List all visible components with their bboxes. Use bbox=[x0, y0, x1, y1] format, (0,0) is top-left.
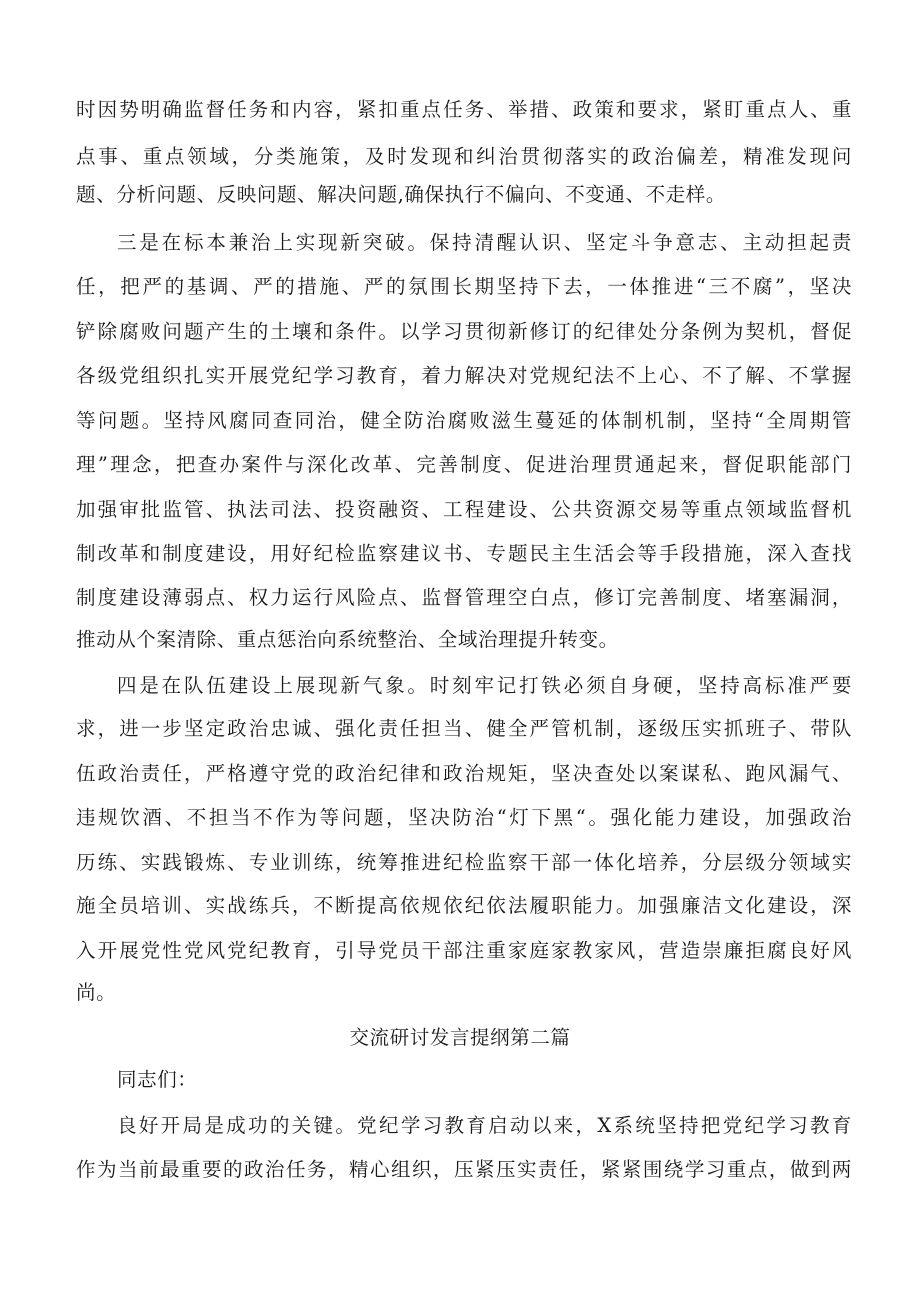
body-text-line: 四是在队伍建设上展现新气象。时刻牢记打铁必须自身硬，坚持高标准严要 bbox=[117, 674, 852, 697]
body-text-line: 各级党组织扎实开展党纪学习教育，着力解决对党规纪法不上心、不了解、不掌握 bbox=[76, 364, 852, 387]
body-text-line: 作为当前最重要的政治任务，精心组织，压紧压实责任，紧紧围绕学习重点，做到两 bbox=[76, 1158, 852, 1181]
body-text-line: 尚。 bbox=[76, 981, 117, 1004]
body-text-line: 施全员培训、实战练兵，不断提高依规依纪依法履职能力。加强廉洁文化建设，深 bbox=[76, 894, 852, 917]
body-text-line: 等问题。坚持风腐同查同治，健全防治腐败滋生蔓延的体制机制，坚持“全周期管 bbox=[76, 409, 852, 432]
body-text-line: 点事、重点领域，分类施策，及时发现和纠治贯彻落实的政治偏差，精准发现问 bbox=[76, 145, 852, 168]
salutation: 同志们： bbox=[117, 1068, 198, 1091]
body-text-line: 三是在标本兼治上实现新突破。保持清醒认识、坚定斗争意志、主动担起责 bbox=[117, 231, 852, 254]
body-text-line: 制度建设薄弱点、权力运行风险点、监督管理空白点，修订完善制度、堵塞漏洞， bbox=[76, 586, 852, 609]
body-text-line: 伍政治责任，严格遵守党的政治纪律和政治规矩，坚决查处以案谋私、跑风漏气、 bbox=[76, 762, 852, 785]
section-heading: 交流研讨发言提纲第二篇 bbox=[349, 1026, 571, 1049]
body-text-line: 推动从个案清除、重点惩治向系统整治、全域治理提升转变。 bbox=[76, 628, 619, 651]
body-text-line: 历练、实践锻炼、专业训练，统筹推进纪检监察干部一体化培养，分层级分领域实 bbox=[76, 851, 852, 874]
body-text-line: 铲除腐败问题产生的土壤和条件。以学习贯彻新修订的纪律处分条例为契机，督促 bbox=[76, 320, 852, 343]
body-text-line: 违规饮酒、不担当不作为等问题，坚决防治“灯下黑“。强化能力建设，加强政治 bbox=[76, 806, 852, 829]
body-text-line: 制改革和制度建设，用好纪检监察建议书、专题民主生活会等手段措施，深入查找 bbox=[76, 542, 852, 565]
body-text-line: 时因势明确监督任务和内容，紧扣重点任务、举措、政策和要求，紧盯重点人、重 bbox=[76, 98, 852, 121]
body-text-line: 良好开局是成功的关键。党纪学习教育启动以来，X系统坚持把党纪学习教育 bbox=[117, 1114, 852, 1137]
body-text-line: 理”理念，把查办案件与深化改革、完善制度、促进治理贯通起来，督促职能部门 bbox=[76, 453, 852, 476]
body-text-line: 加强审批监管、执法司法、投资融资、工程建设、公共资源交易等重点领域监督机 bbox=[76, 498, 852, 521]
body-text-line: 题、分析问题、反映问题、解决问题,确保执行不偏向、不变通、不走样。 bbox=[76, 183, 726, 206]
body-text-line: 入开展党性党风党纪教育，引导党员干部注重家庭家教家风，营造崇廉拒腐良好风 bbox=[76, 939, 852, 962]
body-text-line: 任，把严的基调、严的措施、严的氛围长期坚持下去，一体推进“三不腐”，坚决 bbox=[76, 275, 852, 298]
body-text-line: 求，进一步坚定政治忠诚、强化责任担当、健全严管机制，逐级压实抓班子、带队 bbox=[76, 717, 852, 740]
